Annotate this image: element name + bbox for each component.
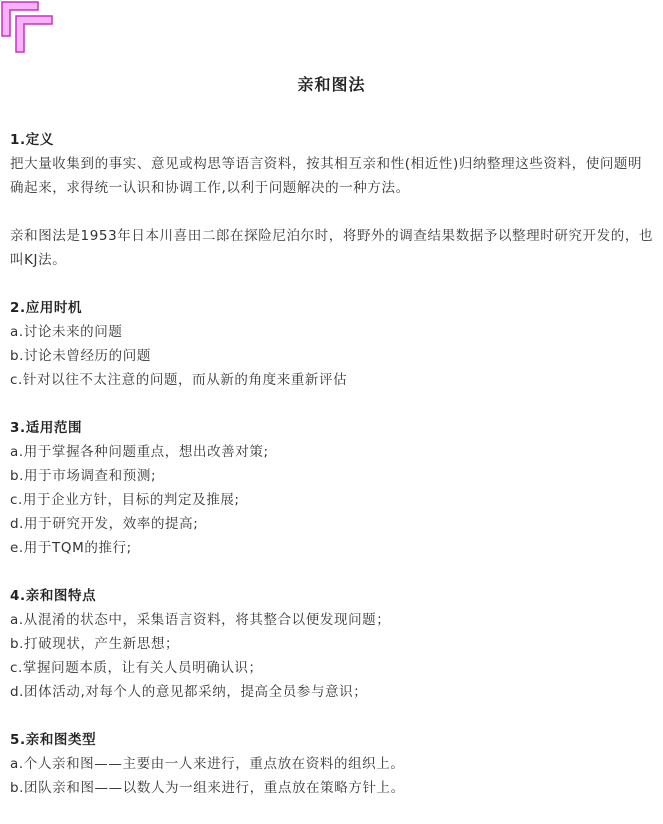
page-title: 亲和图法 <box>297 75 366 94</box>
section-heading: 1.定义 <box>10 132 54 148</box>
magenta-corner-brackets-icon <box>0 0 56 56</box>
list-item: a.用于掌握各种问题重点，想出改善对策; <box>10 444 269 460</box>
section-heading: 3.适用范围 <box>10 420 83 436</box>
section-heading: 4.亲和图特点 <box>10 588 97 604</box>
list-item: d.用于研究开发，效率的提高; <box>10 516 199 532</box>
list-item: c.掌握问题本质，让有关人员明确认识； <box>10 660 263 676</box>
section-scope <box>10 416 656 560</box>
list-item: c.用于企业方针，目标的判定及推展; <box>10 492 240 508</box>
list-item: a.从混淆的状态中，采集语言资料，将其整合以便发现问题； <box>10 612 391 628</box>
section-heading: 5.亲和图类型 <box>10 732 97 748</box>
list-item: b.团队亲和图——以数人为一组来进行，重点放在策略方针上。 <box>10 780 405 796</box>
section-features <box>10 584 656 704</box>
section-heading: 2.应用时机 <box>10 300 83 316</box>
list-item: b.用于市场调查和预测; <box>10 468 157 484</box>
list-item: a.个人亲和图——主要由一人来进行，重点放在资料的组织上。 <box>10 756 405 772</box>
list-item: b.讨论未曾经历的问题 <box>10 348 151 364</box>
section-types <box>10 728 656 800</box>
section-definition <box>10 128 656 272</box>
list-item: c.针对以往不太注意的问题，而从新的角度来重新评估 <box>10 372 348 388</box>
article-body <box>10 128 656 824</box>
paragraph: 亲和图法是1953年日本川喜田二郎在探险尼泊尔时，将野外的调查结果数据予以整理时研究开发的，也叫KJ法。 <box>10 228 654 268</box>
list-item: a.讨论未来的问题 <box>10 324 123 340</box>
list-item: e.用于TQM的推行; <box>10 540 132 556</box>
section-usage-timing <box>10 296 656 392</box>
list-item: d.团体活动,对每个人的意见都采纳，提高全员参与意识； <box>10 684 368 700</box>
paragraph: 把大量收集到的事实、意见或构思等语言资料，按其相互亲和性(相近性)归纳整理这些资料，使问题明确起来，求得统一认识和协调工作,以利于问题解决的一种方法。 <box>10 156 643 196</box>
list-item: b.打破现状，产生新思想； <box>10 636 180 652</box>
